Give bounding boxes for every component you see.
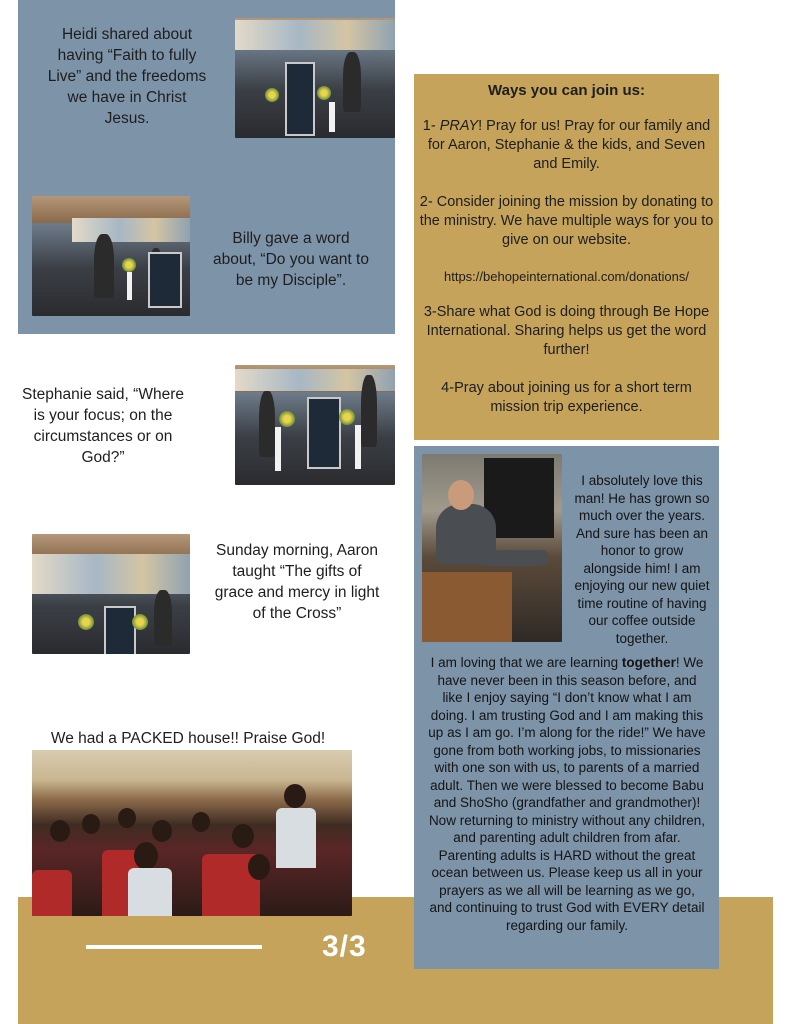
story-main-rest: ! We have never been in this season before, and like I enjoy saying “I don’t know what I am doing. I am trusting God and I am making this up as I am go. I’m along for the ride!” We have gone from both working jobs, to missionaries with one son with us, to parents of a married adult. Then we were blessed to become Babu and ShoSho (grandfather and grandmother)! Now returning to ministry without any children, and parenting adult children from afar. Parenting adults is HARD without the great ocean between us. Please keep us all in your prayers as we all will be learning as we go, and continuing to trust God with EVERY detail regarding our family. (428, 655, 706, 933)
ways-item-share: 3-Share what God is doing through Be Hope International. Sharing helps us get the word further! (423, 304, 710, 358)
caption-stephanie: Stephanie said, “Where is your focus; on the circumstances or on God?” (22, 386, 184, 466)
ways-item-donate: 2- Consider joining the mission by donating to the ministry. We have multiple ways for you to give on our website. (419, 194, 714, 248)
footer-rule (86, 945, 262, 949)
ways-item-pray-emphasis: PRAY (439, 118, 479, 134)
ways-item-pray (414, 117, 719, 174)
caption-aaron: Sunday morning, Aaron taught “The gifts of grace and mercy in light of the Cross” (214, 542, 380, 622)
photo-husband-porch (422, 454, 562, 642)
story-main-bold: together (621, 655, 676, 670)
story-main-text (426, 654, 708, 934)
photo-stephanie-speaking (235, 365, 395, 485)
caption-packed-house: We had a PACKED house!! Praise God! (50, 730, 326, 747)
donations-link[interactable]: https://behopeinternational.com/donations/ (443, 269, 689, 284)
ways-panel (414, 74, 719, 440)
ways-item-mission-trip: 4-Pray about joining us for a short term mission trip experience. (441, 380, 692, 415)
caption-heidi: Heidi shared about having “Faith to fully Live” and the freedoms we have in Christ Jesus. (47, 26, 207, 127)
story-main-prefix: I am loving that we are learning (430, 655, 622, 670)
ways-title: Ways you can join us: (488, 82, 645, 99)
ways-item-pray-prefix: 1- (422, 118, 440, 134)
photo-aaron-teaching (32, 534, 190, 654)
story-side-text: I absolutely love this man! He has grown so much over the years. And sure has been an honor to grow alongside him! I am enjoying our new quiet time routine of having our coffee outside together. (574, 473, 710, 646)
photo-heidi-pulpit (235, 18, 395, 138)
caption-billy: Billy gave a word about, “Do you want to be my Disciple”. (213, 230, 369, 289)
photo-billy-preaching (32, 196, 190, 316)
photo-packed-house (32, 750, 352, 916)
ways-item-pray-rest: ! Pray for us! Pray for our family and for Aaron, Stephanie & the kids, and Seven and Emily. (427, 118, 711, 172)
page-number: 3/3 (322, 930, 367, 963)
